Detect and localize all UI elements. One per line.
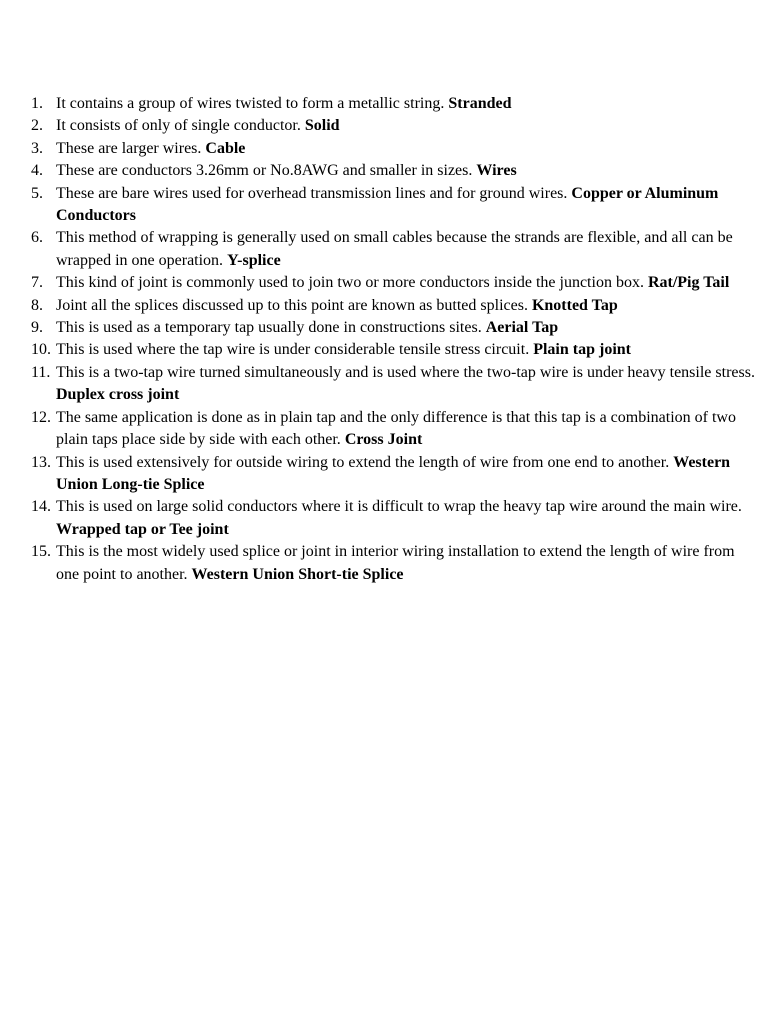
item-text <box>56 452 759 497</box>
list-item <box>31 227 759 272</box>
list-item <box>31 362 759 407</box>
list-item <box>31 272 759 294</box>
item-number: 5. <box>31 184 43 202</box>
item-answer: Solid <box>304 117 340 135</box>
question-list <box>31 93 759 586</box>
item-question: These are larger wires. <box>56 139 202 157</box>
item-text <box>56 138 759 160</box>
item-number: 15. <box>31 543 51 561</box>
item-answer: Aerial Tap <box>485 319 559 337</box>
item-answer: Cable <box>205 139 246 157</box>
item-text <box>56 407 759 452</box>
item-answer: Duplex cross joint <box>56 386 180 404</box>
item-answer: Wires <box>476 162 517 180</box>
list-item <box>31 93 759 115</box>
item-number: 10. <box>31 341 51 359</box>
item-question: These are bare wires used for overhead transmission lines and for ground wires. <box>56 184 568 202</box>
list-item <box>31 496 759 541</box>
item-question: The same application is done as in plain tap and the only difference is that this tap is a combination of two plain taps place side by side with each other. <box>56 408 736 449</box>
item-answer: Plain tap joint <box>533 341 631 359</box>
item-text <box>56 183 759 228</box>
item-text <box>56 227 759 272</box>
item-question: This is used as a temporary tap usually done in constructions sites. <box>56 319 482 337</box>
item-answer: Cross Joint <box>344 431 423 449</box>
item-answer: Copper or Aluminum Conductors <box>56 184 719 225</box>
item-question: This is used extensively for outside wiring to extend the length of wire from one end to another. <box>56 453 670 471</box>
list-item <box>31 407 759 452</box>
item-text <box>56 317 759 339</box>
item-number: 4. <box>31 162 43 180</box>
item-question: It contains a group of wires twisted to form a metallic string. <box>56 95 445 112</box>
item-number: 11. <box>31 363 51 381</box>
item-text <box>56 295 759 317</box>
item-number: 13. <box>31 453 51 471</box>
list-item <box>31 295 759 317</box>
item-question: This is used on large solid conductors where it is difficult to wrap the heavy tap wire around the main wire. <box>56 498 742 516</box>
item-text <box>56 362 759 407</box>
item-question: This kind of joint is commonly used to join two or more conductors inside the junction box. <box>56 274 644 292</box>
item-number: 9. <box>31 319 43 337</box>
item-question: This is used where the tap wire is under considerable tensile stress circuit. <box>56 341 530 359</box>
item-number: 6. <box>31 229 43 247</box>
item-number: 3. <box>31 139 43 157</box>
item-question: Joint all the splices discussed up to this point are known as butted splices. <box>56 296 528 314</box>
list-item <box>31 452 759 497</box>
item-answer: Wrapped tap or Tee joint <box>56 520 229 538</box>
item-question: This method of wrapping is generally used on small cables because the strands are flexible, and all can be wrapped in one operation. <box>56 229 733 269</box>
item-number: 8. <box>31 296 43 314</box>
item-question: It consists of only of single conductor. <box>56 117 301 135</box>
item-text <box>56 160 759 182</box>
list-item <box>31 115 759 137</box>
item-number: 1. <box>31 95 43 112</box>
item-number: 2. <box>31 117 43 135</box>
list-item <box>31 138 759 160</box>
item-number: 12. <box>31 408 51 426</box>
item-answer: Knotted Tap <box>531 296 618 314</box>
list-item <box>31 160 759 182</box>
list-item <box>31 541 759 586</box>
list-item <box>31 183 759 228</box>
item-text <box>56 115 759 137</box>
item-answer: Rat/Pig Tail <box>647 274 730 292</box>
item-answer: Y-splice <box>227 251 281 269</box>
item-number: 14. <box>31 498 51 516</box>
item-answer: Western Union Long-tie Splice <box>56 453 731 493</box>
item-number: 7. <box>31 274 43 292</box>
item-answer: Stranded <box>448 95 512 112</box>
item-question: This is the most widely used splice or joint in interior wiring installation to extend the length of wire from one point to another. <box>56 543 735 583</box>
item-text <box>56 541 759 586</box>
item-text <box>56 496 759 541</box>
item-text <box>56 93 759 115</box>
item-text <box>56 339 759 361</box>
item-answer: Western Union Short-tie Splice <box>191 565 404 583</box>
item-text <box>56 272 759 294</box>
list-item <box>31 317 759 339</box>
item-question: This is a two-tap wire turned simultaneously and is used where the two-tap wire is under heavy tensile stress. <box>56 363 755 381</box>
list-item <box>31 339 759 361</box>
item-question: These are conductors 3.26mm or No.8AWG and smaller in sizes. <box>56 162 473 180</box>
